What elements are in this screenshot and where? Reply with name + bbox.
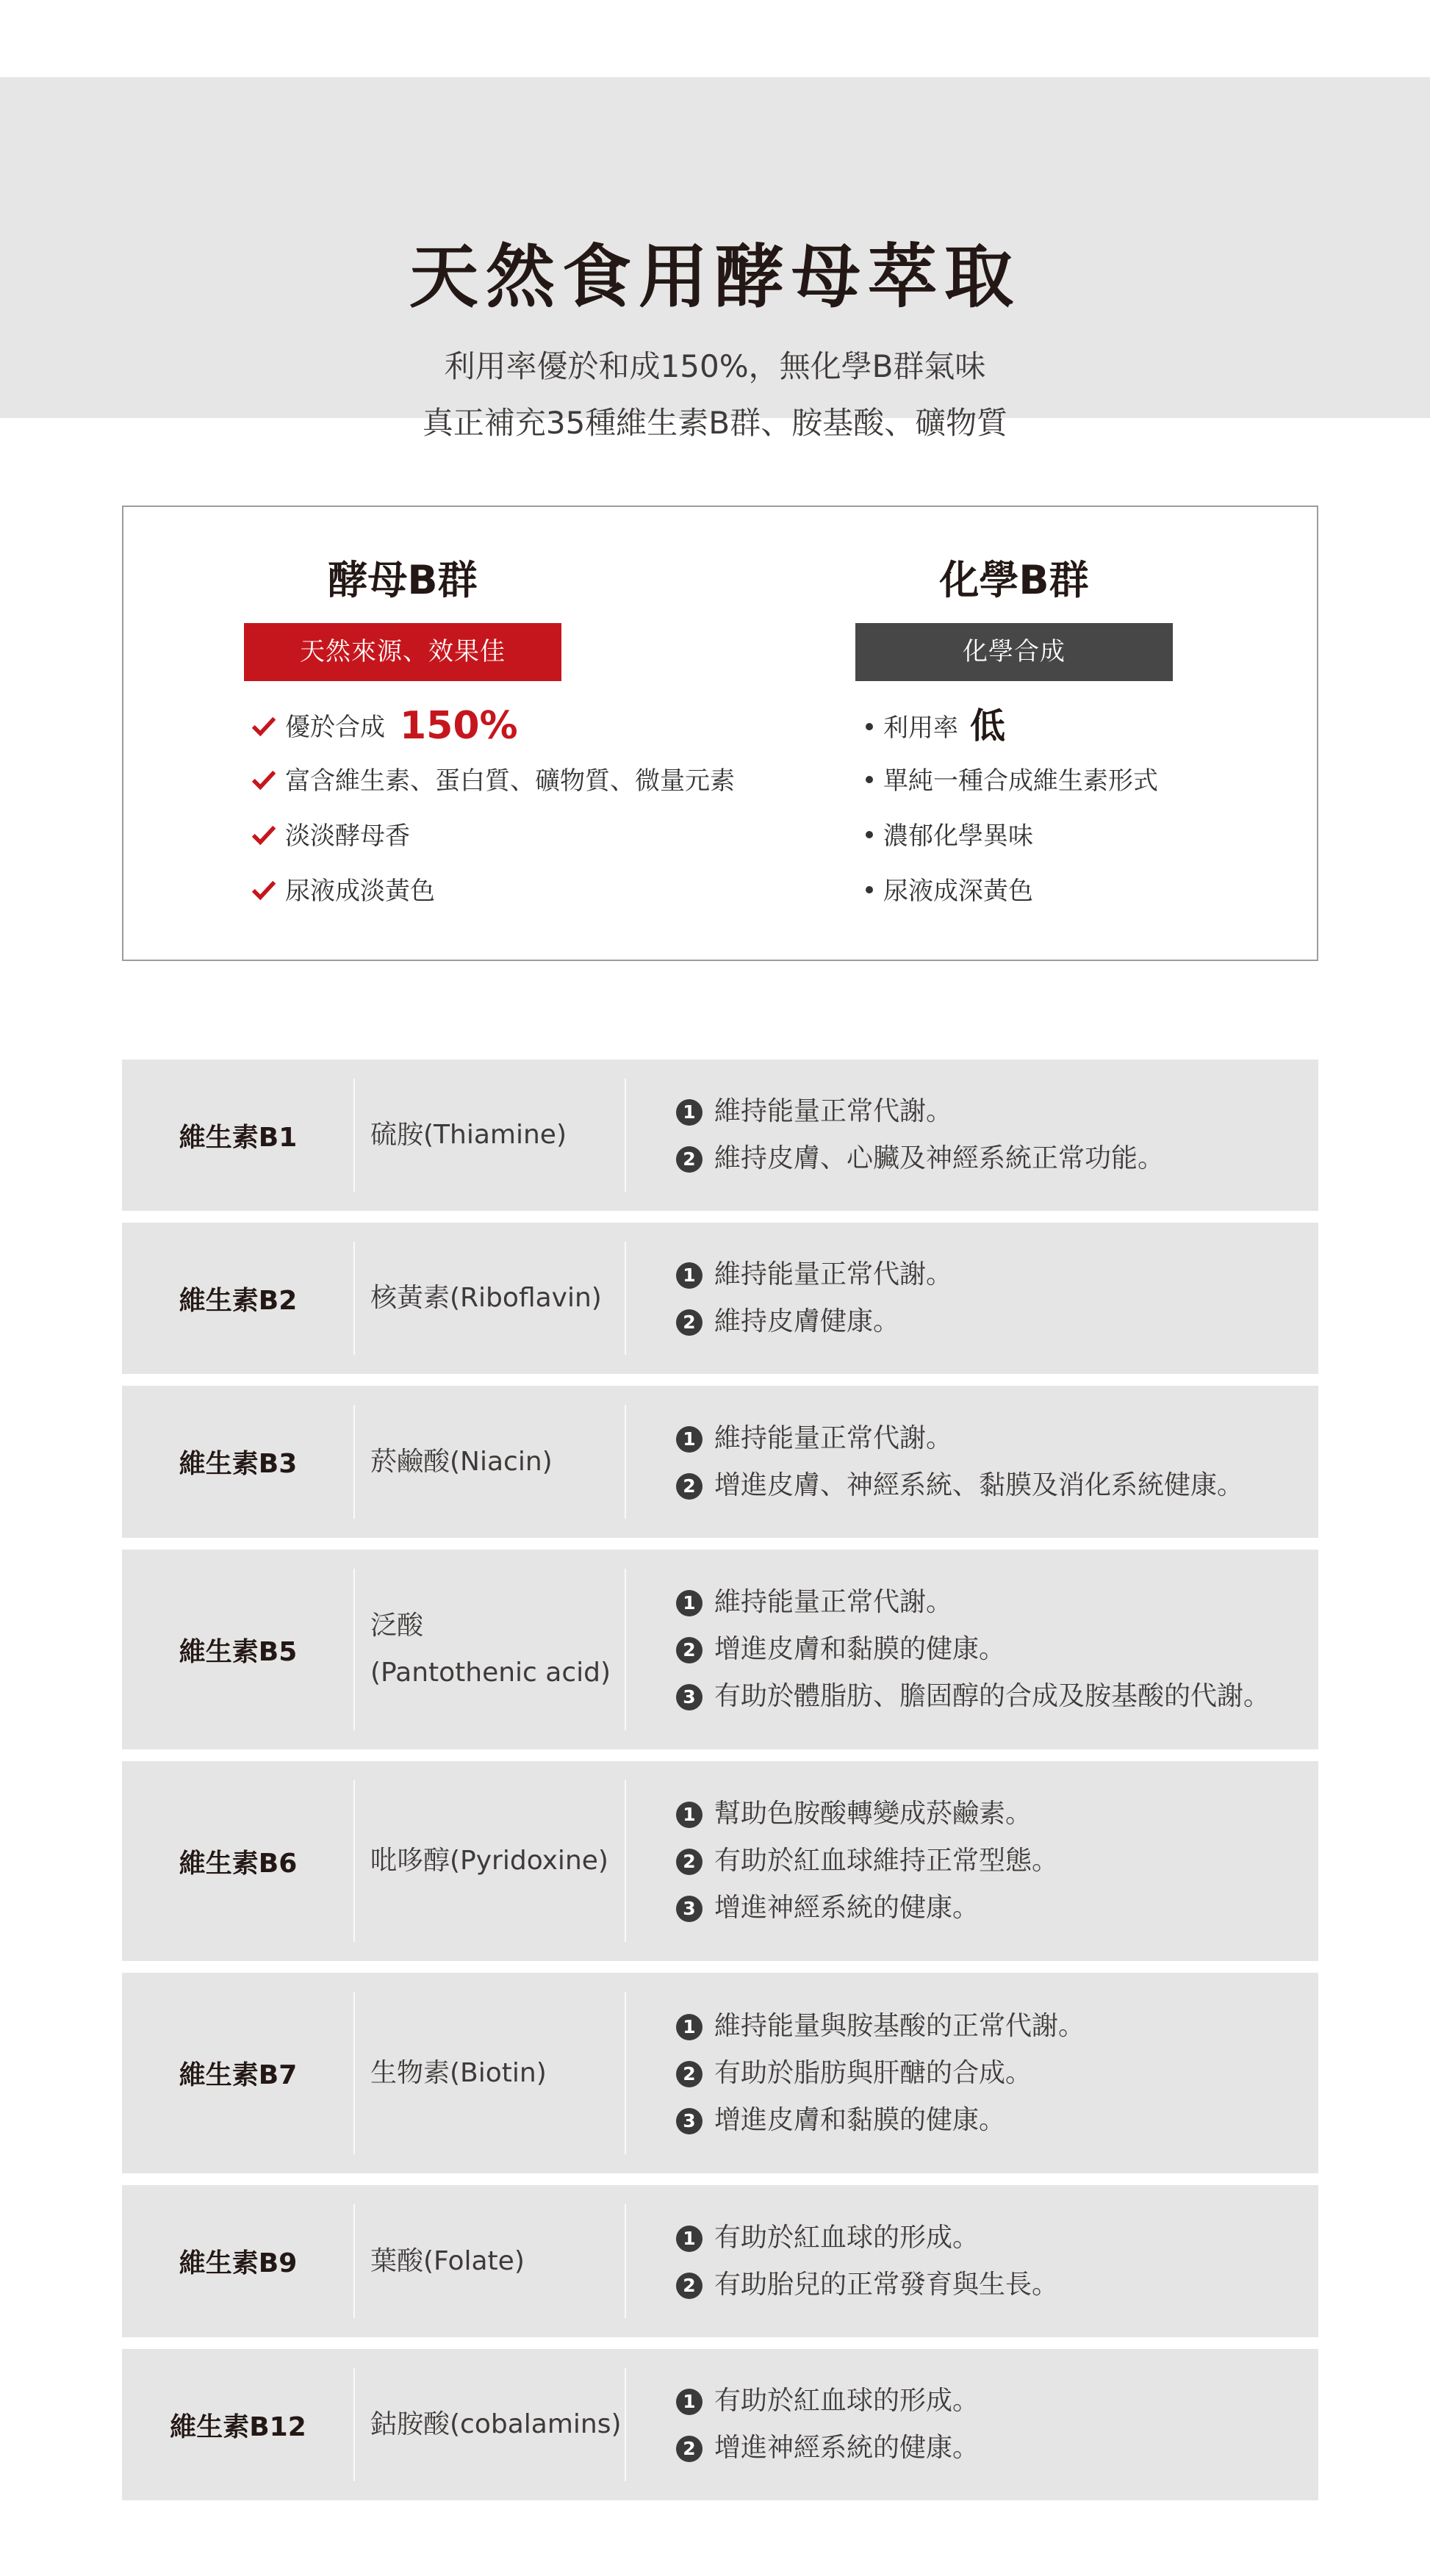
subtitle-line-2: 真正補充35種維生素B群、胺基酸、礦物質 [422, 405, 1008, 441]
column-divider [353, 1405, 355, 1519]
vitamin-row-b9 [122, 2185, 1318, 2337]
chemical-item-text: 尿液成深黃色 [883, 877, 1033, 906]
number-2-icon: 2 [676, 1146, 703, 1173]
scientific-name-line: 鈷胺酸(cobalamins) [370, 2409, 622, 2439]
check-icon [250, 876, 278, 904]
chemical-item-text: 濃郁化學異味 [883, 821, 1033, 851]
benefit-item [676, 1791, 1311, 1838]
benefit-item [676, 2378, 1311, 2425]
vitamin-name: 維生素B2 [179, 1285, 298, 1316]
check-icon [250, 712, 278, 740]
benefit-text: 維持能量正常代謝。 [714, 1259, 953, 1289]
benefit-item [676, 2097, 1311, 2144]
column-divider [625, 1992, 626, 2154]
scientific-name-line: 生物素(Biotin) [370, 2057, 547, 2088]
column-divider [353, 1780, 355, 1942]
vitamin-row-b12 [122, 2349, 1318, 2500]
vitamin-benefits [676, 1059, 1311, 1211]
chemical-b-title: 化學B群 [939, 557, 1089, 603]
comparison-box [122, 506, 1318, 961]
vitamin-row-b1 [122, 1059, 1318, 1211]
chemical-item [866, 814, 1033, 858]
number-1-icon: 1 [676, 2226, 703, 2252]
number-1-icon: 1 [676, 1802, 703, 1828]
benefit-item [676, 1885, 1311, 1932]
chemical-b-tag: 化學合成 [855, 623, 1173, 681]
benefit-item [676, 1251, 1311, 1298]
bullet-icon [866, 831, 873, 838]
vitamin-scientific-name [370, 1761, 620, 1961]
scientific-name-line: 泛酸 [370, 1611, 424, 1641]
benefit-text: 增進皮膚、神經系統、黏膜及消化系統健康。 [714, 1469, 1244, 1500]
benefit-text: 維持能量正常代謝。 [714, 1422, 953, 1453]
bullet-icon [866, 776, 873, 783]
vitamin-name: 維生素B3 [179, 1449, 298, 1479]
number-2-icon: 2 [676, 1309, 703, 1336]
scientific-name-line: 菸鹼酸(Niacin) [370, 1446, 553, 1477]
benefit-item [676, 1135, 1311, 1182]
check-icon [250, 821, 278, 849]
benefit-text: 有助於紅血球的形成。 [714, 2386, 980, 2416]
benefit-text: 增進神經系統的健康。 [714, 2433, 980, 2463]
chemical-item [866, 759, 1158, 803]
benefit-item [676, 1579, 1311, 1626]
column-divider [353, 1242, 355, 1355]
yeast-item [250, 704, 518, 748]
page-title: 天然食用酵母萃取 [409, 237, 1021, 317]
number-2-icon: 2 [676, 1637, 703, 1663]
vitamin-name: 維生素B9 [179, 2248, 298, 2278]
benefit-text: 有助於紅血球維持正常型態。 [714, 1846, 1059, 1876]
benefit-item [676, 2425, 1311, 2472]
column-divider [353, 1569, 355, 1730]
number-1-icon: 1 [676, 2014, 703, 2040]
vitamin-name: 維生素B12 [170, 2411, 306, 2442]
number-3-icon: 3 [676, 1896, 703, 1922]
yeast-item-text: 尿液成淡黃色 [285, 877, 435, 906]
yeast-item [250, 759, 735, 803]
yeast-item-text: 淡淡酵母香 [285, 821, 410, 851]
chemical-item [866, 704, 1005, 748]
scientific-name-line: 吡哆醇(Pyridoxine) [370, 1846, 608, 1876]
number-2-icon: 2 [676, 2061, 703, 2087]
benefit-item [676, 1462, 1311, 1509]
benefit-text: 維持皮膚健康。 [714, 1306, 900, 1336]
benefit-text: 增進神經系統的健康。 [714, 1893, 980, 1923]
vitamin-row-b2 [122, 1223, 1318, 1374]
number-1-icon: 1 [676, 2389, 703, 2415]
vitamin-benefits [676, 1761, 1311, 1961]
number-1-icon: 1 [676, 1426, 703, 1453]
vitamin-scientific-name [370, 2349, 620, 2500]
number-1-icon: 1 [676, 1262, 703, 1289]
bullet-icon [866, 886, 873, 893]
column-divider [353, 2368, 355, 2481]
benefit-item [676, 2003, 1311, 2050]
benefit-text: 維持能量與胺基酸的正常代謝。 [714, 2010, 1085, 2041]
subtitle-line-1: 利用率優於和成150%，無化學B群氣味 [444, 348, 986, 384]
vitamin-name: 維生素B6 [179, 1848, 298, 1879]
chemical-item-text: 單純一種合成維生素形式 [883, 766, 1158, 796]
header-banner [0, 77, 1430, 441]
number-2-icon: 2 [676, 2273, 703, 2299]
yeast-item-text: 優於合成 [285, 713, 385, 742]
scientific-name-line: 硫胺(Thiamine) [370, 1120, 567, 1150]
benefit-item [676, 2262, 1311, 2309]
check-icon [250, 766, 278, 794]
benefit-text: 維持能量正常代謝。 [714, 1587, 953, 1617]
benefit-item [676, 1626, 1311, 1673]
number-1-icon: 1 [676, 1590, 703, 1616]
vitamin-scientific-name [370, 1386, 620, 1538]
vitamin-name: 維生素B7 [179, 2060, 298, 2090]
yeast-item [250, 814, 410, 858]
benefit-text: 維持能量正常代謝。 [714, 1096, 953, 1126]
yeast-item [250, 869, 435, 913]
benefit-item [676, 1088, 1311, 1135]
column-divider [353, 1992, 355, 2154]
vitamin-benefits [676, 1973, 1311, 2173]
vitamin-scientific-name [370, 1059, 620, 1211]
benefit-item [676, 1838, 1311, 1885]
vitamin-name: 維生素B1 [179, 1122, 298, 1153]
chemical-highlight-value: 低 [970, 705, 1006, 746]
vitamin-row-b5 [122, 1550, 1318, 1749]
yeast-item-text: 富含維生素、蛋白質、礦物質、微量元素 [285, 766, 735, 796]
benefit-text: 維持皮膚、心臟及神經系統正常功能。 [714, 1143, 1165, 1173]
column-divider [625, 2204, 626, 2318]
column-divider [625, 1569, 626, 1730]
vitamin-scientific-name [370, 1550, 620, 1749]
benefit-item [676, 2215, 1311, 2262]
vitamin-scientific-name [370, 1223, 620, 1374]
number-3-icon: 3 [676, 2108, 703, 2134]
benefit-item [676, 1298, 1311, 1345]
column-divider [625, 1405, 626, 1519]
vitamin-row-b6 [122, 1761, 1318, 1961]
vitamin-benefits [676, 1386, 1311, 1538]
vitamin-row-b7 [122, 1973, 1318, 2173]
benefit-item [676, 2050, 1311, 2097]
yeast-b-title: 酵母B群 [328, 557, 478, 603]
column-divider [353, 1079, 355, 1192]
scientific-name-line: 核黃素(Riboflavin) [370, 1283, 602, 1313]
scientific-name-line: 葉酸(Folate) [370, 2245, 525, 2276]
vitamin-benefits [676, 2349, 1311, 2500]
vitamin-benefits [676, 1223, 1311, 1374]
number-2-icon: 2 [676, 1473, 703, 1500]
yeast-highlight-value: 150% [400, 704, 518, 748]
benefit-text: 幫助色胺酸轉變成菸鹼素。 [714, 1799, 1032, 1829]
number-2-icon: 2 [676, 2436, 703, 2462]
number-3-icon: 3 [676, 1684, 703, 1710]
chemical-item [866, 869, 1033, 913]
benefit-text: 有助於體脂肪、膽固醇的合成及胺基酸的代謝。 [714, 1681, 1271, 1711]
benefit-item [676, 1673, 1311, 1720]
vitamin-row-b3 [122, 1386, 1318, 1538]
benefit-text: 增進皮膚和黏膜的健康。 [714, 2104, 1006, 2135]
vitamin-benefits [676, 2185, 1311, 2337]
column-divider [625, 1242, 626, 1355]
number-1-icon: 1 [676, 1099, 703, 1126]
benefit-text: 有助於紅血球的形成。 [714, 2222, 980, 2253]
bullet-icon [866, 723, 873, 730]
scientific-name-line: (Pantothenic acid) [370, 1658, 611, 1688]
vitamin-scientific-name [370, 2185, 620, 2337]
vitamin-benefits [676, 1550, 1311, 1749]
column-divider [625, 2368, 626, 2481]
benefit-text: 有助胎兒的正常發育與生長。 [714, 2269, 1059, 2300]
column-divider [353, 2204, 355, 2318]
chemical-item-text: 利用率 [883, 713, 958, 743]
vitamin-name: 維生素B5 [179, 1636, 298, 1667]
column-divider [625, 1780, 626, 1942]
yeast-b-tag: 天然來源、效果佳 [244, 623, 561, 681]
benefit-item [676, 1415, 1311, 1462]
number-2-icon: 2 [676, 1849, 703, 1875]
benefit-text: 增進皮膚和黏膜的健康。 [714, 1634, 1006, 1664]
benefit-text: 有助於脂肪與肝醣的合成。 [714, 2057, 1032, 2088]
vitamin-scientific-name [370, 1973, 620, 2173]
column-divider [625, 1079, 626, 1192]
